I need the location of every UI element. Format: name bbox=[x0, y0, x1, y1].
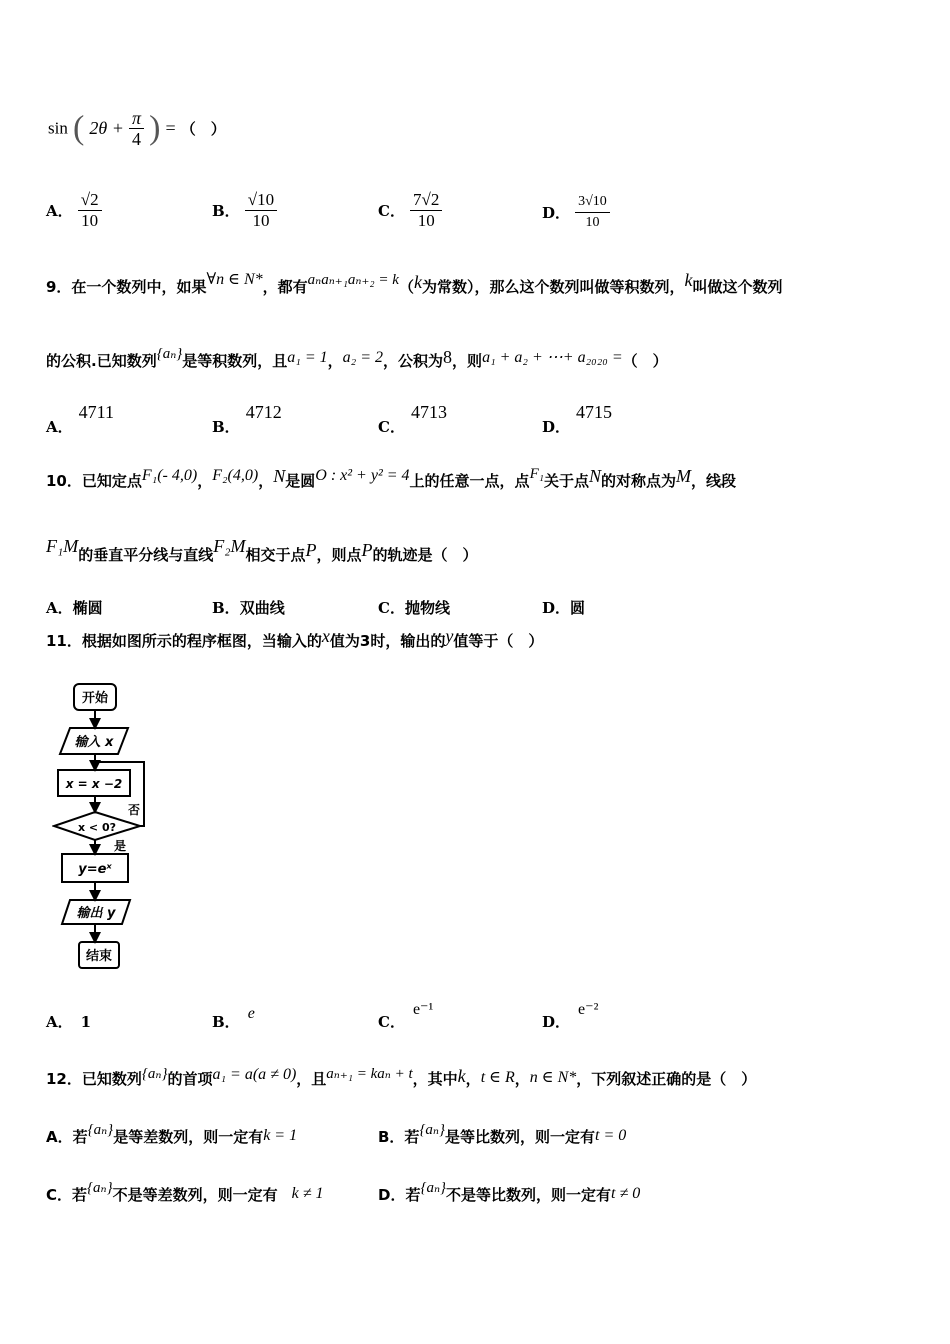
flow-no-text: 否 bbox=[127, 803, 141, 817]
q12-option-a[interactable]: A．若{aₙ}是等差数列，则一定有k = 1 bbox=[46, 1122, 298, 1146]
flow-start-text: 开始 bbox=[81, 691, 109, 706]
flow-end-text: 结束 bbox=[85, 949, 113, 964]
q8-option-b-frac: $\frac{√10}{10}$ bbox=[245, 190, 277, 231]
q8-option-d[interactable]: D． $\frac{3√10}{10}$ bbox=[542, 192, 610, 233]
q10-option-a[interactable]: A．椭圆 bbox=[46, 599, 103, 617]
q10-line2: F₁M的垂直平分线与直线F₂M相交于点P，则点P的轨迹是（ ） bbox=[46, 536, 478, 564]
q8-pi-over-4: $\frac{\pi}{4}$ bbox=[129, 108, 144, 149]
q8-expression: sin ( 2θ + $\frac{\pi}{4}$ ) = （ ） bbox=[48, 108, 226, 149]
q9-option-d[interactable]: D．4715 bbox=[542, 402, 613, 436]
flow-yes-text: 是 bbox=[113, 839, 127, 853]
q12-option-d[interactable]: D．若{aₙ}不是等比数列，则一定有t ≠ 0 bbox=[378, 1180, 641, 1204]
q11-option-b[interactable]: B． e bbox=[212, 1005, 255, 1031]
q8-option-c[interactable]: C． $\frac{7√2}{10}$ bbox=[378, 190, 442, 231]
q11-option-c[interactable]: C．e⁻¹ bbox=[378, 1001, 434, 1031]
q11-option-a[interactable]: A． 1 bbox=[46, 1013, 92, 1031]
q11-flowchart bbox=[52, 682, 162, 976]
q8-option-c-frac: $\frac{7√2}{10}$ bbox=[410, 190, 442, 231]
q9-option-b[interactable]: B．4712 bbox=[212, 402, 282, 436]
q10-option-c[interactable]: C．抛物线 bbox=[378, 599, 450, 617]
q8-option-a[interactable]: A． $\frac{√2}{10}$ bbox=[46, 190, 102, 231]
q9-line2: 的公积.已知数列{aₙ}是等积数列，且a₁ = 1，a₂ = 2，公积为8，则a₁ + a₂ + ⋯+ a₂₀₂₀ =（ ） bbox=[46, 346, 668, 370]
q10-option-d[interactable]: D．圆 bbox=[542, 599, 586, 617]
q9-option-c[interactable]: C．4713 bbox=[378, 402, 447, 436]
flow-calc-text: y=eˣ bbox=[78, 862, 112, 877]
q8-option-d-frac: $\frac{3√10}{10}$ bbox=[575, 192, 610, 233]
q12-option-b[interactable]: B．若{aₙ}是等比数列，则一定有t = 0 bbox=[378, 1122, 627, 1146]
q10-line1: 10．已知定点F₁(- 4,0)，F₂(4,0)，N是圆O : x² + y² = 4上的任意一点，点F₁关于点N的对称点为M，线段 bbox=[46, 466, 737, 490]
q12-option-c[interactable]: C．若{aₙ}不是等差数列，则一定有 k ≠ 1 bbox=[46, 1180, 324, 1204]
q9-line1: 9．在一个数列中，如果∀n ∈ N*，都有aₙaₙ₊₁aₙ₊₂ = k（k为常数），那么这个数列叫做等积数列，k叫做这个数列 bbox=[46, 270, 783, 296]
q8-sin: sin bbox=[48, 118, 68, 138]
flow-assign-text: x = x −2 bbox=[65, 777, 123, 791]
q8-option-b[interactable]: B． $\frac{√10}{10}$ bbox=[212, 190, 277, 231]
flow-cond-text: x < 0? bbox=[77, 821, 117, 834]
flow-input-text: 输入 x bbox=[74, 735, 114, 750]
q10-option-b[interactable]: B．双曲线 bbox=[212, 599, 285, 617]
q12-line1: 12．已知数列{aₙ}的首项a₁ = a(a ≠ 0)，且aₙ₊₁ = kaₙ + t，其中k，t ∈ R，n ∈ N*，下列叙述正确的是（ ） bbox=[46, 1066, 757, 1088]
flow-output-text: 输出 y bbox=[76, 906, 116, 921]
q8-option-a-frac: $\frac{√2}{10}$ bbox=[78, 190, 102, 231]
q9-option-a[interactable]: A．4711 bbox=[46, 402, 114, 436]
q8-inner: 2θ + bbox=[89, 118, 124, 138]
q11-line1: 11．根据如图所示的程序框图，当输入的x值为3时，输出的y值等于（ ） bbox=[46, 626, 544, 650]
q11-option-d[interactable]: D．e⁻² bbox=[542, 1001, 599, 1031]
